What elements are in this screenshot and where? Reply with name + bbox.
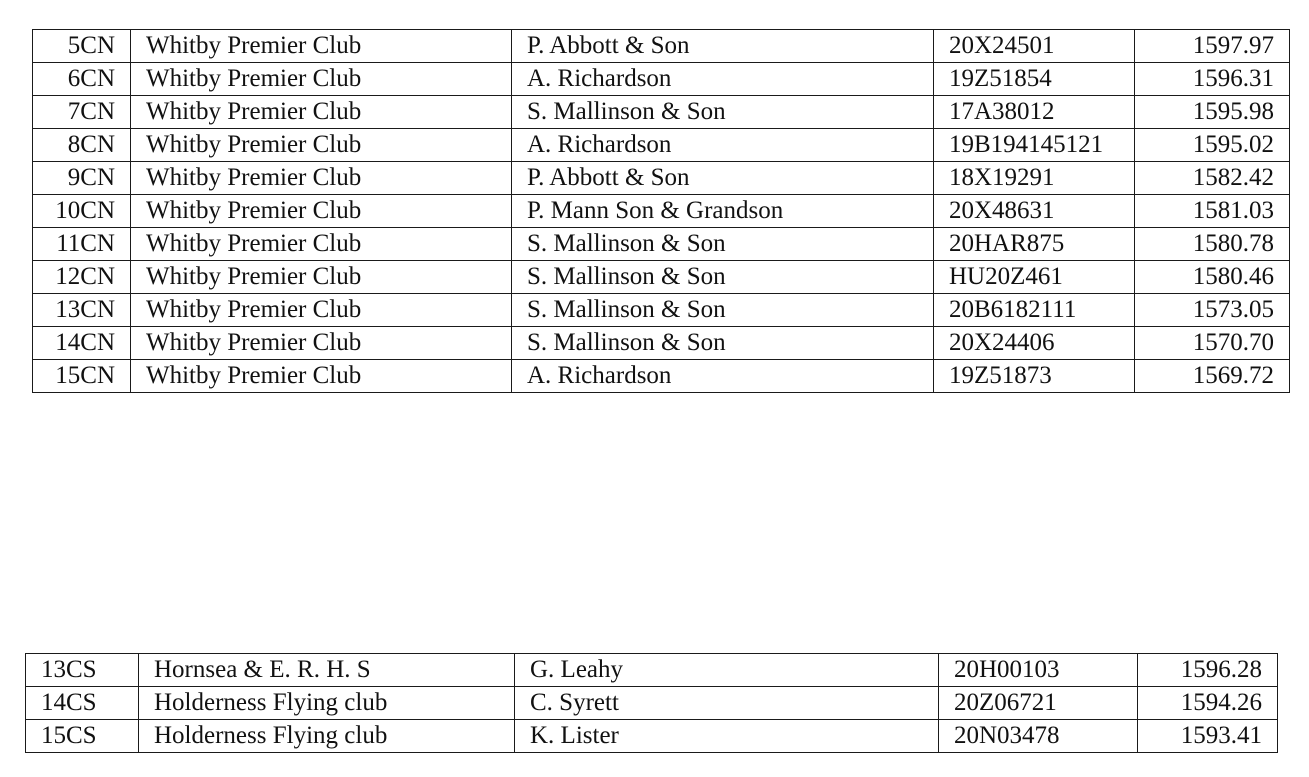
club-cell: Holderness Flying club <box>139 687 515 720</box>
owner-cell: S. Mallinson & Son <box>512 228 934 261</box>
position-cell: 8CN <box>33 129 131 162</box>
ring-number-cell: 19B194145121 <box>934 129 1135 162</box>
position-cell: 6CN <box>33 63 131 96</box>
position-cell: 13CS <box>26 654 139 687</box>
velocity-cell: 1596.28 <box>1138 654 1278 687</box>
ring-number-cell: 17A38012 <box>934 96 1135 129</box>
club-cell: Whitby Premier Club <box>131 63 512 96</box>
position-cell: 5CN <box>33 30 131 63</box>
owner-cell: G. Leahy <box>515 654 939 687</box>
position-cell: 15CS <box>26 720 139 753</box>
ring-number-cell: 20Z06721 <box>939 687 1138 720</box>
velocity-cell: 1573.05 <box>1135 294 1290 327</box>
ring-number-cell: 20X24406 <box>934 327 1135 360</box>
ring-number-cell: 19Z51873 <box>934 360 1135 393</box>
club-cell: Whitby Premier Club <box>131 129 512 162</box>
club-cell: Whitby Premier Club <box>131 162 512 195</box>
velocity-cell: 1596.31 <box>1135 63 1290 96</box>
club-cell: Whitby Premier Club <box>131 96 512 129</box>
ring-number-cell: HU20Z461 <box>934 261 1135 294</box>
club-cell: Whitby Premier Club <box>131 30 512 63</box>
velocity-cell: 1581.03 <box>1135 195 1290 228</box>
ring-number-cell: 20H00103 <box>939 654 1138 687</box>
results-table-south-body <box>26 654 1278 753</box>
position-cell: 7CN <box>33 96 131 129</box>
owner-cell: S. Mallinson & Son <box>512 327 934 360</box>
velocity-cell: 1582.42 <box>1135 162 1290 195</box>
results-table-north <box>32 29 1290 393</box>
table-row <box>26 720 1278 753</box>
owner-cell: P. Abbott & Son <box>512 162 934 195</box>
position-cell: 13CN <box>33 294 131 327</box>
ring-number-cell: 20X48631 <box>934 195 1135 228</box>
position-cell: 15CN <box>33 360 131 393</box>
velocity-cell: 1595.98 <box>1135 96 1290 129</box>
table-row <box>33 129 1290 162</box>
velocity-cell: 1595.02 <box>1135 129 1290 162</box>
table-row <box>33 30 1290 63</box>
club-cell: Whitby Premier Club <box>131 228 512 261</box>
owner-cell: K. Lister <box>515 720 939 753</box>
club-cell: Hornsea & E. R. H. S <box>139 654 515 687</box>
ring-number-cell: 20X24501 <box>934 30 1135 63</box>
owner-cell: S. Mallinson & Son <box>512 294 934 327</box>
velocity-cell: 1594.26 <box>1138 687 1278 720</box>
velocity-cell: 1593.41 <box>1138 720 1278 753</box>
table-row <box>33 327 1290 360</box>
velocity-cell: 1569.72 <box>1135 360 1290 393</box>
ring-number-cell: 20HAR875 <box>934 228 1135 261</box>
table-row <box>33 96 1290 129</box>
velocity-cell: 1597.97 <box>1135 30 1290 63</box>
position-cell: 10CN <box>33 195 131 228</box>
club-cell: Whitby Premier Club <box>131 294 512 327</box>
table-row <box>33 261 1290 294</box>
club-cell: Whitby Premier Club <box>131 327 512 360</box>
owner-cell: P. Mann Son & Grandson <box>512 195 934 228</box>
club-cell: Whitby Premier Club <box>131 261 512 294</box>
ring-number-cell: 20B6182111 <box>934 294 1135 327</box>
owner-cell: A. Richardson <box>512 129 934 162</box>
velocity-cell: 1580.46 <box>1135 261 1290 294</box>
position-cell: 12CN <box>33 261 131 294</box>
position-cell: 11CN <box>33 228 131 261</box>
club-cell: Whitby Premier Club <box>131 360 512 393</box>
velocity-cell: 1580.78 <box>1135 228 1290 261</box>
results-table-south <box>25 653 1278 753</box>
table-row <box>26 654 1278 687</box>
table-row <box>33 228 1290 261</box>
velocity-cell: 1570.70 <box>1135 327 1290 360</box>
table-row <box>33 195 1290 228</box>
position-cell: 14CS <box>26 687 139 720</box>
ring-number-cell: 20N03478 <box>939 720 1138 753</box>
table-row <box>33 294 1290 327</box>
owner-cell: S. Mallinson & Son <box>512 96 934 129</box>
table-row <box>33 360 1290 393</box>
owner-cell: P. Abbott & Son <box>512 30 934 63</box>
table-row <box>33 162 1290 195</box>
table-row <box>33 63 1290 96</box>
owner-cell: A. Richardson <box>512 360 934 393</box>
club-cell: Whitby Premier Club <box>131 195 512 228</box>
club-cell: Holderness Flying club <box>139 720 515 753</box>
owner-cell: C. Syrett <box>515 687 939 720</box>
owner-cell: S. Mallinson & Son <box>512 261 934 294</box>
owner-cell: A. Richardson <box>512 63 934 96</box>
position-cell: 14CN <box>33 327 131 360</box>
ring-number-cell: 18X19291 <box>934 162 1135 195</box>
ring-number-cell: 19Z51854 <box>934 63 1135 96</box>
results-table-north-body <box>33 30 1290 393</box>
position-cell: 9CN <box>33 162 131 195</box>
table-row <box>26 687 1278 720</box>
